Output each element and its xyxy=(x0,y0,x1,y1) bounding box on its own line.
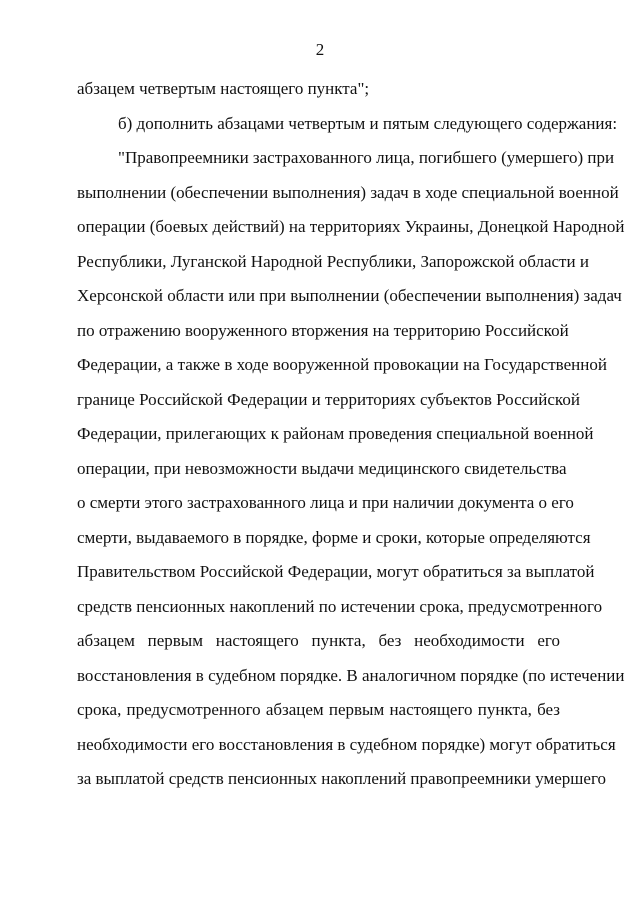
text-line: Федерации, а также в ходе вооруженной провокации на Государственной xyxy=(77,355,607,374)
text-line: выполнении (обеспечении выполнения) задач в ходе специальной военной xyxy=(77,182,619,202)
text-line: восстановления в судебном порядке. В аналогичном порядке (по истечении xyxy=(77,665,625,685)
document-body xyxy=(77,72,625,797)
text-line: средств пенсионных накоплений по истечении срока, предусмотренного xyxy=(77,596,603,616)
text-line: границе Российской Федерации и территориях субъектов Российской xyxy=(77,389,580,409)
text-line: Федерации, прилегающих к районам проведения специальной военной xyxy=(77,424,594,443)
text-line: срока, предусмотренного абзацем первым настоящего пункта, без xyxy=(77,700,560,719)
text-line: смерти, выдаваемого в порядке, форме и сроки, которые определяются xyxy=(77,527,591,547)
text-line: необходимости его восстановления в судебном порядке) могут обратиться xyxy=(77,734,616,754)
text-line: операции (боевых действий) на территориях Украины, Донецкой Народной xyxy=(77,217,625,236)
text-line: абзацем четвертым настоящего пункта"; xyxy=(77,79,370,98)
text-line: Правительством Российской Федерации, могут обратиться за выплатой xyxy=(77,562,595,581)
text-line: Республики, Луганской Народной Республики, Запорожской области и xyxy=(77,251,589,271)
text-line: Херсонской области или при выполнении (обеспечении выполнения) задач xyxy=(77,286,622,305)
page-number: 2 xyxy=(315,40,325,59)
text-line: за выплатой средств пенсионных накоплений правопреемники умершего xyxy=(77,769,606,788)
text-line: б) дополнить абзацами четвертым и пятым следующего содержания: xyxy=(118,113,618,133)
text-line: операции, при невозможности выдачи медицинского свидетельства xyxy=(77,458,567,478)
text-line: по отражению вооруженного вторжения на территорию Российской xyxy=(77,320,569,340)
text-line: о смерти этого застрахованного лица и при наличии документа о его xyxy=(77,493,574,512)
text-line: "Правопреемники застрахованного лица, погибшего (умершего) при xyxy=(118,148,615,167)
text-line: абзацем первым настоящего пункта, без необходимости его xyxy=(77,631,560,650)
